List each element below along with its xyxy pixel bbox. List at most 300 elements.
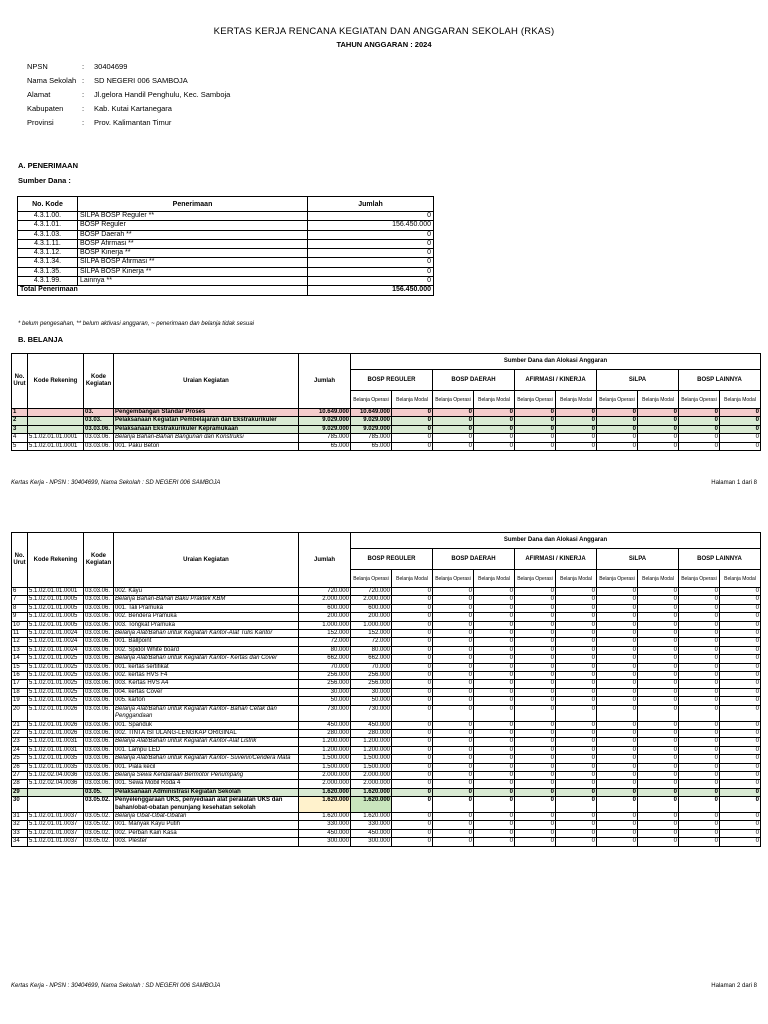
kode-kegiatan-cell: 03.03.06. bbox=[84, 680, 114, 688]
uraian-cell: 003. Plester bbox=[114, 838, 299, 846]
zero-cell: 0 bbox=[515, 755, 556, 763]
no-cell: 26 bbox=[12, 763, 28, 771]
kode-rekening-cell: 5.1.02.01.01.0026 bbox=[28, 721, 84, 729]
zero-cell: 0 bbox=[515, 434, 556, 442]
school-info-value: Kab. Kutai Kartanegara bbox=[94, 104, 172, 113]
kode-kegiatan-cell: 03.03.06. bbox=[84, 672, 114, 680]
zero-cell: 0 bbox=[515, 697, 556, 705]
zero-cell: 0 bbox=[515, 409, 556, 417]
kode-rekening-cell: 5.1.02.01.01.0001 bbox=[28, 434, 84, 442]
reguler-operasi-cell: 152.000 bbox=[351, 630, 392, 638]
zero-cell: 0 bbox=[720, 729, 761, 737]
jumlah-cell: 1.000.000 bbox=[299, 621, 351, 629]
penerimaan-cell: SILPA BOSP Afirmasi ** bbox=[78, 258, 308, 267]
zero-cell: 0 bbox=[433, 838, 474, 846]
zero-cell: 0 bbox=[474, 655, 515, 663]
kode-kegiatan-cell: 03.03.06. bbox=[84, 655, 114, 663]
school-info-label: Alamat bbox=[27, 90, 51, 99]
zero-cell: 0 bbox=[474, 442, 515, 450]
zero-cell: 0 bbox=[556, 721, 597, 729]
col-source: BOSP REGULER bbox=[351, 549, 433, 570]
kode-rekening-cell: 5.1.02.01.01.0001 bbox=[28, 442, 84, 450]
jumlah-cell: 80.000 bbox=[299, 646, 351, 654]
zero-cell: 0 bbox=[433, 680, 474, 688]
col-belanja-modal: Belanja Modal bbox=[638, 391, 679, 409]
kode-rekening-cell: 5.1.02.01.01.0025 bbox=[28, 697, 84, 705]
table-row bbox=[12, 596, 761, 604]
zero-cell: 0 bbox=[638, 755, 679, 763]
zero-cell: 0 bbox=[679, 838, 720, 846]
table-row bbox=[12, 434, 761, 442]
zero-cell: 0 bbox=[433, 417, 474, 425]
zero-cell: 0 bbox=[433, 638, 474, 646]
zero-cell: 0 bbox=[433, 442, 474, 450]
zero-cell: 0 bbox=[433, 738, 474, 746]
kode-rekening-cell: 5.1.02.01.01.0035 bbox=[28, 755, 84, 763]
zero-cell: 0 bbox=[474, 613, 515, 621]
zero-cell: 0 bbox=[433, 409, 474, 417]
kode-rekening-cell: 5.1.02.02.04.0036 bbox=[28, 780, 84, 788]
school-info-label: Kabupaten bbox=[27, 104, 64, 113]
kode-rekening-cell: 5.1.02.01.01.0005 bbox=[28, 604, 84, 612]
zero-cell: 0 bbox=[392, 780, 433, 788]
zero-cell: 0 bbox=[515, 780, 556, 788]
jumlah-cell: 156.450.000 bbox=[308, 221, 434, 230]
zero-cell: 0 bbox=[597, 425, 638, 433]
zero-cell: 0 bbox=[720, 442, 761, 450]
table-row bbox=[12, 425, 761, 433]
table-row bbox=[12, 705, 761, 721]
table-row bbox=[12, 442, 761, 450]
zero-cell: 0 bbox=[597, 434, 638, 442]
jumlah-cell: 0 bbox=[308, 267, 434, 276]
zero-cell: 0 bbox=[515, 630, 556, 638]
no-cell: 15 bbox=[12, 663, 28, 671]
zero-cell: 0 bbox=[515, 604, 556, 612]
zero-cell: 0 bbox=[638, 788, 679, 796]
zero-cell: 0 bbox=[474, 705, 515, 721]
zero-cell: 0 bbox=[720, 821, 761, 829]
zero-cell: 0 bbox=[597, 755, 638, 763]
kode-kegiatan-cell: 03.03.06. bbox=[84, 780, 114, 788]
zero-cell: 0 bbox=[679, 738, 720, 746]
zero-cell: 0 bbox=[392, 596, 433, 604]
page-number: Halaman 1 dari 8 bbox=[711, 480, 757, 486]
footer-text: Kertas Kerja - NPSN : 30404699, Nama Sekolah : SD NEGERI 006 SAMBOJA bbox=[11, 480, 221, 486]
zero-cell: 0 bbox=[679, 771, 720, 779]
zero-cell: 0 bbox=[679, 812, 720, 820]
col-belanja-modal: Belanja Modal bbox=[556, 391, 597, 409]
no-cell: 16 bbox=[12, 672, 28, 680]
penerimaan-cell: BOSP Kinerja ** bbox=[78, 249, 308, 258]
zero-cell: 0 bbox=[597, 442, 638, 450]
zero-cell: 0 bbox=[597, 621, 638, 629]
section-penerimaan-title: A. PENERIMAAN bbox=[18, 161, 79, 170]
zero-cell: 0 bbox=[720, 688, 761, 696]
zero-cell: 0 bbox=[515, 771, 556, 779]
zero-cell: 0 bbox=[392, 797, 433, 813]
zero-cell: 0 bbox=[720, 829, 761, 837]
zero-cell: 0 bbox=[392, 788, 433, 796]
zero-cell: 0 bbox=[474, 788, 515, 796]
zero-cell: 0 bbox=[720, 780, 761, 788]
jumlah-cell: 0 bbox=[308, 230, 434, 239]
kode-cell: 4.3.1.34. bbox=[18, 258, 78, 267]
no-cell: 22 bbox=[12, 729, 28, 737]
col-no-urut: No. Urut bbox=[12, 354, 28, 409]
kode-kegiatan-cell: 03.03.06. bbox=[84, 755, 114, 763]
reguler-operasi-cell: 662.000 bbox=[351, 655, 392, 663]
penerimaan-cell: BOSP Reguler bbox=[78, 221, 308, 230]
zero-cell: 0 bbox=[433, 829, 474, 837]
no-cell: 9 bbox=[12, 613, 28, 621]
jumlah-cell: 1.620.000 bbox=[299, 797, 351, 813]
page-number: Halaman 2 dari 8 bbox=[711, 983, 757, 989]
col-uraian: Uraian Kegiatan bbox=[114, 533, 299, 588]
zero-cell: 0 bbox=[638, 738, 679, 746]
zero-cell: 0 bbox=[679, 746, 720, 754]
no-cell: 32 bbox=[12, 821, 28, 829]
zero-cell: 0 bbox=[556, 417, 597, 425]
zero-cell: 0 bbox=[392, 621, 433, 629]
kode-rekening-cell: 5.1.02.01.01.0031 bbox=[28, 738, 84, 746]
zero-cell: 0 bbox=[515, 663, 556, 671]
zero-cell: 0 bbox=[392, 746, 433, 754]
reguler-operasi-cell: 280.000 bbox=[351, 729, 392, 737]
jumlah-cell: 300.000 bbox=[299, 838, 351, 846]
zero-cell: 0 bbox=[433, 688, 474, 696]
zero-cell: 0 bbox=[474, 409, 515, 417]
zero-cell: 0 bbox=[720, 646, 761, 654]
reguler-operasi-cell: 9.029.000 bbox=[351, 417, 392, 425]
zero-cell: 0 bbox=[638, 417, 679, 425]
kode-cell: 4.3.1.01. bbox=[18, 221, 78, 230]
zero-cell: 0 bbox=[679, 646, 720, 654]
kode-rekening-cell bbox=[28, 797, 84, 813]
penerimaan-cell: SILPA BOSP Kinerja ** bbox=[78, 267, 308, 276]
zero-cell: 0 bbox=[392, 763, 433, 771]
zero-cell: 0 bbox=[433, 821, 474, 829]
zero-cell: 0 bbox=[392, 680, 433, 688]
table-row bbox=[18, 212, 434, 221]
zero-cell: 0 bbox=[474, 417, 515, 425]
uraian-cell: 005. karton bbox=[114, 697, 299, 705]
zero-cell: 0 bbox=[638, 409, 679, 417]
zero-cell: 0 bbox=[597, 721, 638, 729]
zero-cell: 0 bbox=[515, 763, 556, 771]
table-row bbox=[18, 221, 434, 230]
zero-cell: 0 bbox=[474, 621, 515, 629]
no-cell: 6 bbox=[12, 588, 28, 596]
school-info-label: Nama Sekolah bbox=[27, 76, 77, 85]
school-info-label: Provinsi bbox=[27, 118, 54, 127]
kode-rekening-cell: 5.1.02.01.01.0026 bbox=[28, 705, 84, 721]
zero-cell: 0 bbox=[433, 812, 474, 820]
zero-cell: 0 bbox=[433, 763, 474, 771]
col-belanja-operasi: Belanja Operasi bbox=[679, 570, 720, 588]
zero-cell: 0 bbox=[720, 812, 761, 820]
jumlah-cell: 1.500.000 bbox=[299, 763, 351, 771]
table-row bbox=[12, 621, 761, 629]
jumlah-cell: 200.000 bbox=[299, 613, 351, 621]
kode-kegiatan-cell: 03.03.06. bbox=[84, 630, 114, 638]
col-uraian: Uraian Kegiatan bbox=[114, 354, 299, 409]
reguler-operasi-cell: 330.000 bbox=[351, 821, 392, 829]
table-row bbox=[12, 417, 761, 425]
reguler-operasi-cell: 200.000 bbox=[351, 613, 392, 621]
zero-cell: 0 bbox=[515, 442, 556, 450]
zero-cell: 0 bbox=[433, 797, 474, 813]
jumlah-cell: 152.000 bbox=[299, 630, 351, 638]
zero-cell: 0 bbox=[720, 596, 761, 604]
zero-cell: 0 bbox=[392, 821, 433, 829]
kode-kegiatan-cell: 03.03.06. bbox=[84, 729, 114, 737]
table-row bbox=[18, 258, 434, 267]
kode-rekening-cell bbox=[28, 788, 84, 796]
footer-text: Kertas Kerja - NPSN : 30404699, Nama Sekolah : SD NEGERI 006 SAMBOJA bbox=[11, 983, 221, 989]
zero-cell: 0 bbox=[392, 697, 433, 705]
zero-cell: 0 bbox=[515, 812, 556, 820]
zero-cell: 0 bbox=[392, 771, 433, 779]
kode-kegiatan-cell: 03.03.06. bbox=[84, 697, 114, 705]
zero-cell: 0 bbox=[433, 588, 474, 596]
zero-cell: 0 bbox=[515, 797, 556, 813]
kode-rekening-cell: 5.1.02.01.01.0025 bbox=[28, 688, 84, 696]
zero-cell: 0 bbox=[474, 821, 515, 829]
zero-cell: 0 bbox=[638, 596, 679, 604]
kode-cell: 4.3.1.99. bbox=[18, 277, 78, 286]
zero-cell: 0 bbox=[392, 409, 433, 417]
no-cell: 2 bbox=[12, 417, 28, 425]
zero-cell: 0 bbox=[433, 630, 474, 638]
zero-cell: 0 bbox=[433, 646, 474, 654]
table-row bbox=[18, 267, 434, 276]
table-row bbox=[12, 697, 761, 705]
kode-kegiatan-cell: 03.03.06. bbox=[84, 746, 114, 754]
zero-cell: 0 bbox=[474, 738, 515, 746]
zero-cell: 0 bbox=[720, 697, 761, 705]
zero-cell: 0 bbox=[392, 672, 433, 680]
zero-cell: 0 bbox=[474, 663, 515, 671]
zero-cell: 0 bbox=[433, 755, 474, 763]
zero-cell: 0 bbox=[556, 613, 597, 621]
zero-cell: 0 bbox=[597, 588, 638, 596]
footer-page1 bbox=[11, 480, 757, 486]
kode-rekening-cell bbox=[28, 417, 84, 425]
zero-cell: 0 bbox=[720, 797, 761, 813]
zero-cell: 0 bbox=[556, 425, 597, 433]
reguler-operasi-cell: 1.500.000 bbox=[351, 763, 392, 771]
col-penerimaan: Penerimaan bbox=[78, 197, 308, 212]
zero-cell: 0 bbox=[638, 797, 679, 813]
footer-page2 bbox=[11, 983, 757, 989]
reguler-operasi-cell: 65.000 bbox=[351, 442, 392, 450]
zero-cell: 0 bbox=[679, 821, 720, 829]
zero-cell: 0 bbox=[556, 409, 597, 417]
jumlah-cell: 256.000 bbox=[299, 672, 351, 680]
uraian-cell: 004. kertas Cover bbox=[114, 688, 299, 696]
document-title: KERTAS KERJA RENCANA KEGIATAN DAN ANGGARAN SEKOLAH (RKAS) bbox=[213, 26, 555, 37]
zero-cell: 0 bbox=[474, 763, 515, 771]
zero-cell: 0 bbox=[597, 646, 638, 654]
jumlah-cell: 72.000 bbox=[299, 638, 351, 646]
no-cell: 10 bbox=[12, 621, 28, 629]
reguler-operasi-cell: 1.200.000 bbox=[351, 746, 392, 754]
belanja-table-page2 bbox=[11, 532, 761, 847]
zero-cell: 0 bbox=[433, 705, 474, 721]
kode-rekening-cell bbox=[28, 409, 84, 417]
zero-cell: 0 bbox=[597, 596, 638, 604]
zero-cell: 0 bbox=[474, 434, 515, 442]
zero-cell: 0 bbox=[556, 672, 597, 680]
zero-cell: 0 bbox=[597, 821, 638, 829]
kode-kegiatan-cell: 03.03.06. bbox=[84, 705, 114, 721]
zero-cell: 0 bbox=[433, 672, 474, 680]
zero-cell: 0 bbox=[597, 630, 638, 638]
jumlah-cell: 600.000 bbox=[299, 604, 351, 612]
zero-cell: 0 bbox=[679, 613, 720, 621]
reguler-operasi-cell: 256.000 bbox=[351, 672, 392, 680]
reguler-operasi-cell: 730.000 bbox=[351, 705, 392, 721]
table-row bbox=[12, 746, 761, 754]
zero-cell: 0 bbox=[515, 705, 556, 721]
jumlah-cell: 70.000 bbox=[299, 663, 351, 671]
zero-cell: 0 bbox=[433, 434, 474, 442]
kode-kegiatan-cell: 03.05.02. bbox=[84, 812, 114, 820]
zero-cell: 0 bbox=[474, 596, 515, 604]
zero-cell: 0 bbox=[515, 829, 556, 837]
col-source: AFIRMASI / KINERJA bbox=[515, 370, 597, 391]
zero-cell: 0 bbox=[720, 746, 761, 754]
jumlah-cell: 256.000 bbox=[299, 680, 351, 688]
zero-cell: 0 bbox=[679, 697, 720, 705]
uraian-cell: 001. Sewa Mobil Roda 4 bbox=[114, 780, 299, 788]
col-group-sumber-dana: Sumber Dana dan Alokasi Anggaran bbox=[351, 354, 761, 370]
col-belanja-operasi: Belanja Operasi bbox=[515, 391, 556, 409]
zero-cell: 0 bbox=[638, 688, 679, 696]
kode-kegiatan-cell: 03.03.06. bbox=[84, 621, 114, 629]
col-belanja-operasi: Belanja Operasi bbox=[679, 391, 720, 409]
col-source: SiLPA bbox=[597, 549, 679, 570]
jumlah-cell: 2.000.000 bbox=[299, 771, 351, 779]
reguler-operasi-cell: 70.000 bbox=[351, 663, 392, 671]
uraian-cell: 001. kertas sertifikat bbox=[114, 663, 299, 671]
kode-cell: 4.3.1.12. bbox=[18, 249, 78, 258]
zero-cell: 0 bbox=[556, 838, 597, 846]
zero-cell: 0 bbox=[474, 746, 515, 754]
kode-kegiatan-cell: 03.03.06. bbox=[84, 721, 114, 729]
kode-rekening-cell: 5.1.02.01.01.0037 bbox=[28, 821, 84, 829]
table-row bbox=[18, 249, 434, 258]
zero-cell: 0 bbox=[638, 638, 679, 646]
zero-cell: 0 bbox=[679, 588, 720, 596]
reguler-operasi-cell: 450.000 bbox=[351, 721, 392, 729]
zero-cell: 0 bbox=[433, 604, 474, 612]
no-cell: 20 bbox=[12, 705, 28, 721]
col-no-kode: No. Kode bbox=[18, 197, 78, 212]
table-row bbox=[12, 604, 761, 612]
zero-cell: 0 bbox=[679, 425, 720, 433]
document-subtitle: TAHUN ANGGARAN : 2024 bbox=[336, 40, 432, 49]
zero-cell: 0 bbox=[679, 630, 720, 638]
no-cell: 25 bbox=[12, 755, 28, 763]
table-row bbox=[12, 797, 761, 813]
penerimaan-cell: BOSP Daerah ** bbox=[78, 230, 308, 239]
col-belanja-modal: Belanja Modal bbox=[392, 391, 433, 409]
table-row bbox=[12, 721, 761, 729]
reguler-operasi-cell: 1.500.000 bbox=[351, 755, 392, 763]
school-info-row bbox=[27, 116, 230, 130]
col-jumlah: Jumlah bbox=[299, 354, 351, 409]
uraian-cell: 001. Spanduk bbox=[114, 721, 299, 729]
zero-cell: 0 bbox=[556, 780, 597, 788]
zero-cell: 0 bbox=[515, 688, 556, 696]
zero-cell: 0 bbox=[679, 672, 720, 680]
zero-cell: 0 bbox=[638, 763, 679, 771]
uraian-cell: Pelaksanaan Administrasi Kegiatan Sekolah bbox=[114, 788, 299, 796]
zero-cell: 0 bbox=[720, 838, 761, 846]
kode-rekening-cell: 5.1.02.01.01.0005 bbox=[28, 621, 84, 629]
table-row bbox=[18, 277, 434, 286]
reguler-operasi-cell: 1.620.000 bbox=[351, 797, 392, 813]
school-info bbox=[27, 60, 230, 130]
zero-cell: 0 bbox=[679, 434, 720, 442]
school-info-value: Jl.gelora Handil Penghulu, Kec. Samboja bbox=[94, 90, 231, 99]
zero-cell: 0 bbox=[720, 425, 761, 433]
zero-cell: 0 bbox=[638, 771, 679, 779]
table-row bbox=[12, 680, 761, 688]
table-row bbox=[12, 409, 761, 417]
kode-cell: 4.3.1.03. bbox=[18, 230, 78, 239]
kode-rekening-cell: 5.1.02.01.01.0026 bbox=[28, 729, 84, 737]
zero-cell: 0 bbox=[474, 797, 515, 813]
kode-cell: 4.3.1.11. bbox=[18, 239, 78, 248]
zero-cell: 0 bbox=[679, 721, 720, 729]
zero-cell: 0 bbox=[392, 812, 433, 820]
zero-cell: 0 bbox=[597, 655, 638, 663]
zero-cell: 0 bbox=[638, 630, 679, 638]
zero-cell: 0 bbox=[556, 434, 597, 442]
zero-cell: 0 bbox=[392, 425, 433, 433]
zero-cell: 0 bbox=[597, 604, 638, 612]
zero-cell: 0 bbox=[392, 738, 433, 746]
uraian-cell: Belanja Alat/Bahan untuk Kegiatan Kantor- Suvenir/Cendera Mata bbox=[114, 755, 299, 763]
kode-rekening-cell: 5.1.02.01.01.0025 bbox=[28, 672, 84, 680]
uraian-cell: 001. Piala kecil bbox=[114, 763, 299, 771]
total-label: Total Penerimaan bbox=[18, 286, 308, 295]
penerimaan-cell: BOSP Afirmasi ** bbox=[78, 239, 308, 248]
jumlah-cell: 65.000 bbox=[299, 442, 351, 450]
uraian-cell: 003. Kertas HVS A4 bbox=[114, 680, 299, 688]
zero-cell: 0 bbox=[556, 771, 597, 779]
zero-cell: 0 bbox=[597, 697, 638, 705]
kode-rekening-cell: 5.1.02.01.01.0024 bbox=[28, 630, 84, 638]
uraian-cell: Belanja Alat/Bahan untuk Kegiatan Kantor-Alat Tulis Kantor bbox=[114, 630, 299, 638]
uraian-cell: Penyelenggaraan UKS, penyediaan alat peralatan UKS dan bahan/obat-obatan penunjang kesehatan sekolah bbox=[114, 797, 299, 813]
zero-cell: 0 bbox=[720, 738, 761, 746]
kode-rekening-cell: 5.1.02.01.01.0005 bbox=[28, 613, 84, 621]
kode-kegiatan-cell: 03.05.02. bbox=[84, 829, 114, 837]
table-row bbox=[12, 780, 761, 788]
reguler-operasi-cell: 1.200.000 bbox=[351, 738, 392, 746]
zero-cell: 0 bbox=[720, 409, 761, 417]
zero-cell: 0 bbox=[392, 588, 433, 596]
total-value: 156.450.000 bbox=[308, 286, 434, 295]
zero-cell: 0 bbox=[474, 697, 515, 705]
col-kode-kegiatan: Kode Kegiatan bbox=[84, 533, 114, 588]
zero-cell: 0 bbox=[556, 797, 597, 813]
zero-cell: 0 bbox=[474, 672, 515, 680]
